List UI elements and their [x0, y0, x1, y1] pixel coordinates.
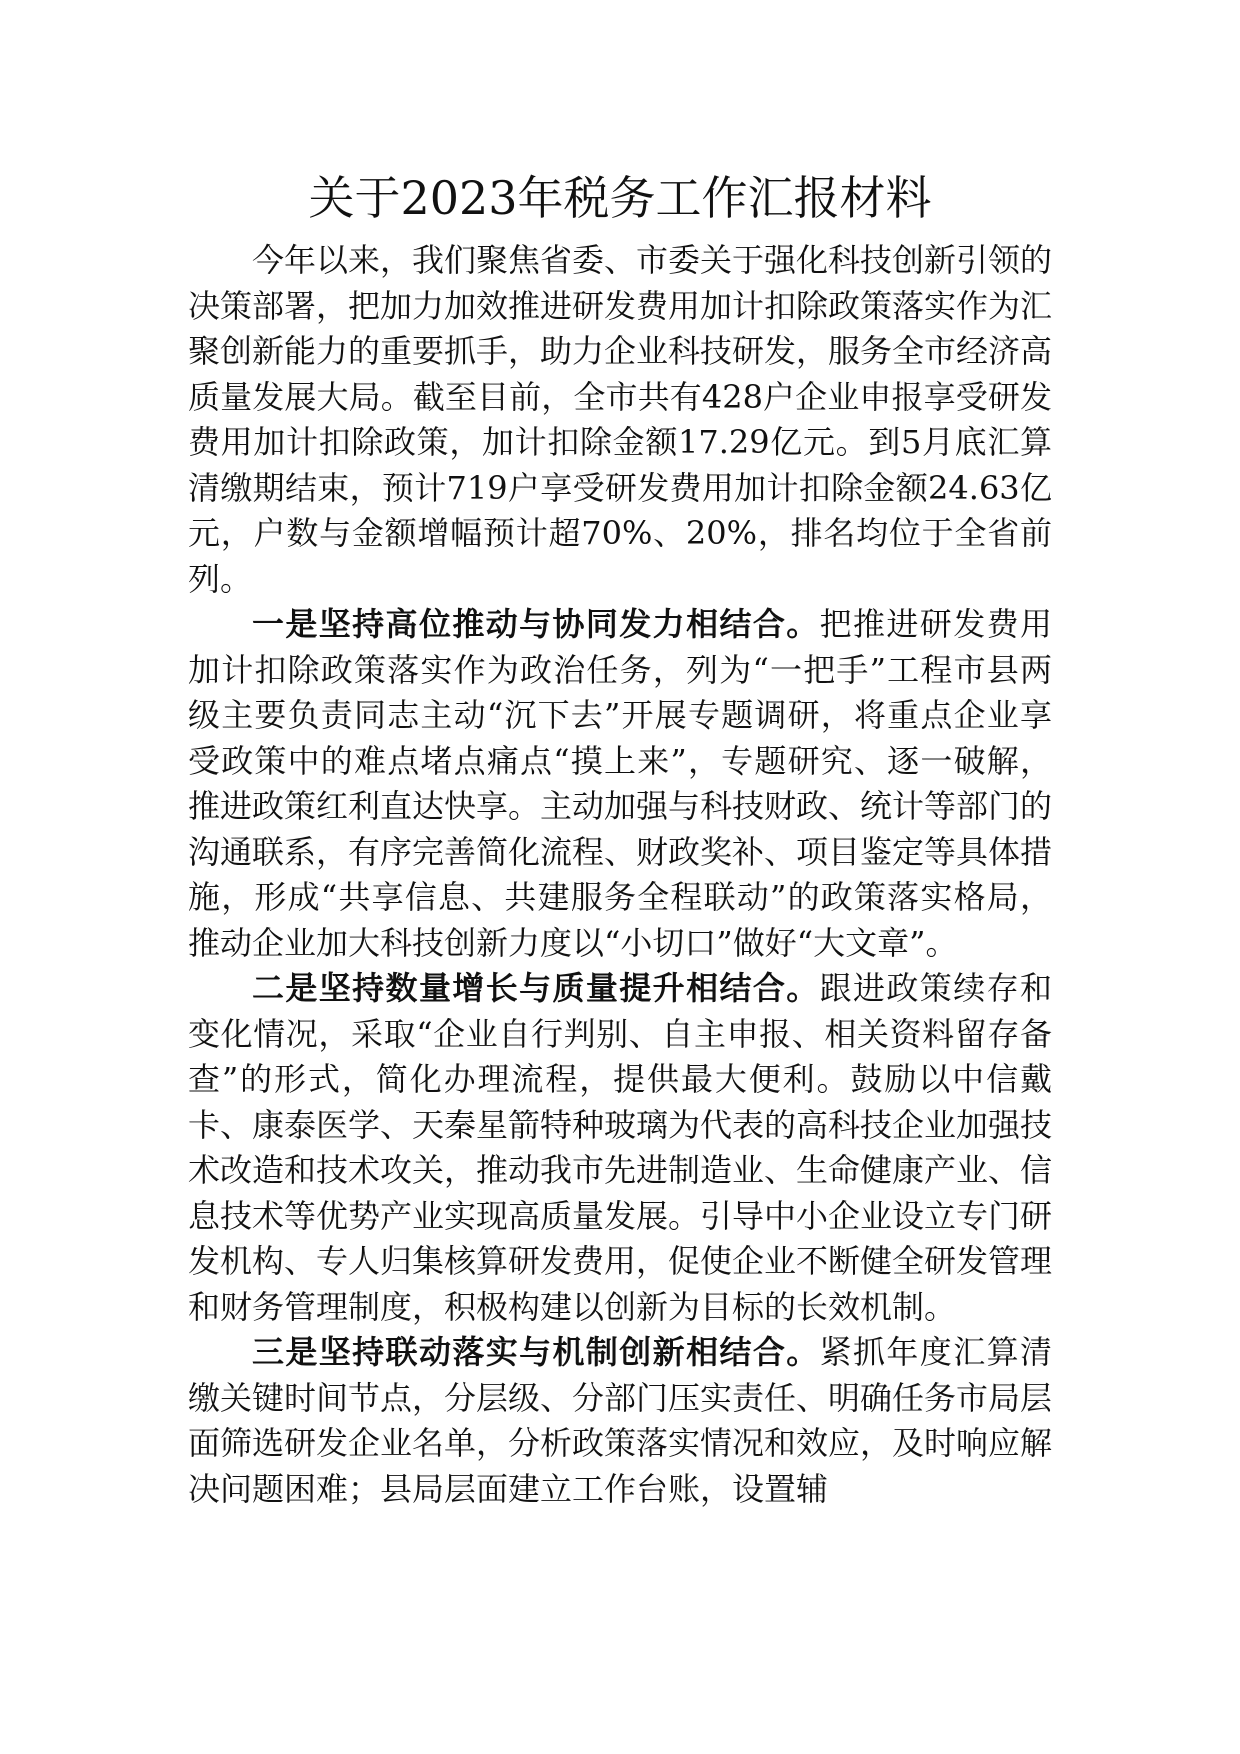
paragraph-point-3	[188, 1330, 1052, 1512]
paragraph-text: 把推进研发费用加计扣除政策落实作为政治任务，列为“一把手”工程市县两级主要负责同志主动“沉下去”开展专题调研，将重点企业享受政策中的难点堵点痛点“摸上来”，专题研究、逐一破解，推进政策红利直达快享。主动加强与科技财政、统计等部门的沟通联系，有序完善简化流程、财政奖补、项目鉴定等具体措施，形成“共享信息、共建服务全程联动”的政策落实格局，推动企业加大科技创新力度以“小切口”做好“大文章”。	[188, 605, 1053, 962]
paragraph-text: 今年以来，我们聚焦省委、市委关于强化科技创新引领的决策部署，把加力加效推进研发费用加计扣除政策落实作为汇聚创新能力的重要抓手，助力企业科技研发，服务全市经济高质量发展大局。截至目前，全市共有428户企业申报享受研发费用加计扣除政策，加计扣除金额17.29亿元。到5月底汇算清缴期结束，预计719户享受研发费用加计扣除金额24.63亿元，户数与金额增幅预计超70%、20%，排名均位于全省前列。	[188, 241, 1053, 598]
paragraph-lead: 三是坚持联动落实与机制创新相结合。	[252, 1333, 820, 1371]
paragraph-text: 跟进政策续存和变化情况，采取“企业自行判别、自主申报、相关资料留存备查”的形式，简化办理流程，提供最大便利。鼓励以中信戴卡、康泰医学、天秦星箭特种玻璃为代表的高科技企业加强技术改造和技术攻关，推动我市先进制造业、生命健康产业、信息技术等优势产业实现高质量发展。引导中小企业设立专门研发机构、专人归集核算研发费用，促使企业不断健全研发管理和财务管理制度，积极构建以创新为目标的长效机制。	[188, 969, 1053, 1326]
paragraph-point-1	[188, 602, 1052, 966]
paragraph-lead: 二是坚持数量增长与质量提升相结合。	[252, 969, 820, 1007]
paragraph-lead: 一是坚持高位推动与协同发力相结合。	[252, 605, 820, 643]
document-title: 关于2023年税务工作汇报材料	[308, 171, 932, 225]
paragraph-text: 紧抓年度汇算清缴关键时间节点，分层级、分部门压实责任、明确任务市局层面筛选研发企业名单，分析政策落实情况和效应，及时响应解决问题困难；县局层面建立工作台账，设置辅	[188, 1333, 1053, 1508]
document-body	[188, 238, 1052, 1512]
paragraph-intro	[188, 238, 1052, 602]
paragraph-point-2	[188, 966, 1052, 1330]
